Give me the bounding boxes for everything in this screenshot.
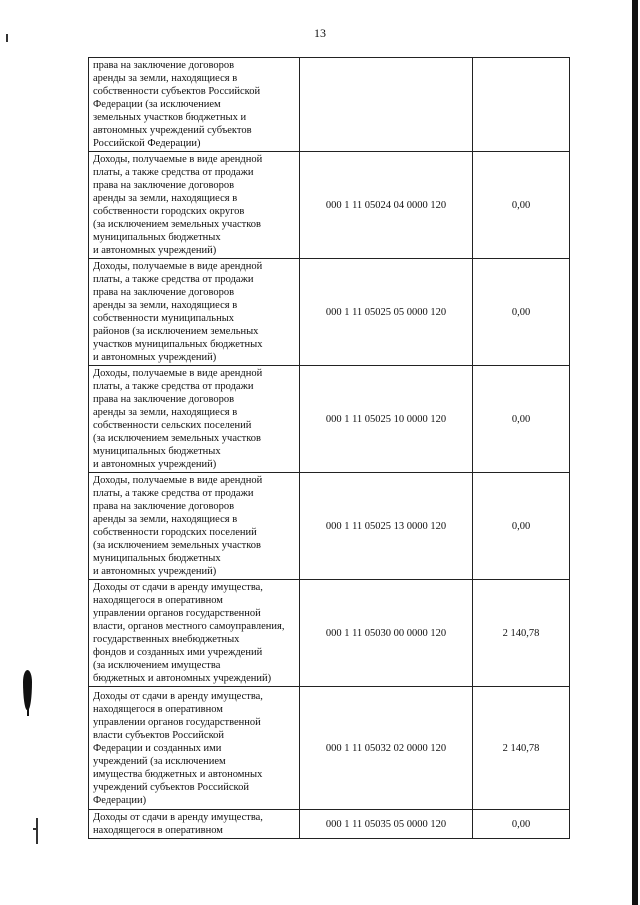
table-row xyxy=(89,810,570,839)
row-code-cell: 000 1 11 05024 04 0000 120 xyxy=(300,152,473,259)
row-name-cell xyxy=(89,687,300,810)
scan-ink-blot-tail xyxy=(27,706,29,716)
row-name-cell xyxy=(89,580,300,687)
scan-mark-lower-tick xyxy=(33,828,37,830)
table-row xyxy=(89,259,570,366)
row-code-cell: 000 1 11 05025 10 0000 120 xyxy=(300,366,473,473)
row-name: Доходы, получаемые в виде арендной платы, а также средства от продажи права на заключение договоров аренды за земли, находящиеся в собственности городских поселений (за исключением земельных участков муниципальных бюджетных и автономных учреждений) xyxy=(93,475,263,577)
table-row xyxy=(89,580,570,687)
row-name: Доходы от сдачи в аренду имущества, находящегося в оперативном управлении органов государственной власти субъектов Российской Федерации и созданных ими учреждений (за исключением имущества бюджетных и автономных учреждений субъектов Российской Федерации) xyxy=(93,690,263,806)
table-row xyxy=(89,152,570,259)
row-code-cell: 000 1 11 05025 05 0000 120 xyxy=(300,259,473,366)
scan-mark-lower xyxy=(36,818,38,844)
table-row xyxy=(89,687,570,810)
row-code-cell xyxy=(300,58,473,152)
row-value-cell: 2 140,78 xyxy=(473,580,570,687)
scan-mark xyxy=(6,34,8,42)
row-name-cell xyxy=(89,366,300,473)
row-code-cell: 000 1 11 05025 13 0000 120 xyxy=(300,473,473,580)
row-name: права на заключение договоров аренды за земли, находящиеся в собственности субъектов Российской Федерации (за исключением земельных участков бюджетных и автономных учреждений субъектов Российской Федерации) xyxy=(93,60,261,149)
row-value-cell: 0,00 xyxy=(473,259,570,366)
row-name: Доходы от сдачи в аренду имущества, находящегося в оперативном управлении органов государственной власти, органов местного самоуправления, государственных внебюджетных фондов и созданных ими учреждений (за исключением имущества бюджетных и автономных учреждений) xyxy=(93,582,285,684)
scan-ink-blot xyxy=(23,670,32,710)
row-name: Доходы от сдачи в аренду имущества, находящегося в оперативном xyxy=(93,812,263,836)
row-value-cell: 0,00 xyxy=(473,810,570,839)
row-code-cell: 000 1 11 05035 05 0000 120 xyxy=(300,810,473,839)
table-row xyxy=(89,58,570,152)
row-value-cell: 0,00 xyxy=(473,473,570,580)
row-name-cell xyxy=(89,810,300,839)
row-value-cell: 2 140,78 xyxy=(473,687,570,810)
row-code-cell: 000 1 11 05030 00 0000 120 xyxy=(300,580,473,687)
row-value-cell: 0,00 xyxy=(473,366,570,473)
row-name-cell xyxy=(89,473,300,580)
row-name-cell xyxy=(89,259,300,366)
page-number: 13 xyxy=(314,26,326,40)
revenue-table xyxy=(88,57,570,839)
row-name: Доходы, получаемые в виде арендной платы, а также средства от продажи права на заключение договоров аренды за земли, находящиеся в собственности муниципальных районов (за исключением земельных участков муниципальных бюджетных и автономных учреждений) xyxy=(93,261,263,363)
row-name: Доходы, получаемые в виде арендной платы, а также средства от продажи права на заключение договоров аренды за земли, находящиеся в собственности сельских поселений (за исключением земельных участков муниципальных бюджетных и автономных учреждений) xyxy=(93,368,263,470)
table-row xyxy=(89,366,570,473)
scan-edge-shadow xyxy=(632,0,638,905)
row-name-cell xyxy=(89,58,300,152)
table-row xyxy=(89,473,570,580)
row-name: Доходы, получаемые в виде арендной платы, а также средства от продажи права на заключение договоров аренды за земли, находящиеся в собственности городских округов (за исключением земельных участков муниципальных бюджетных и автономных учреждений) xyxy=(93,154,263,256)
row-code-cell: 000 1 11 05032 02 0000 120 xyxy=(300,687,473,810)
row-value-cell: 0,00 xyxy=(473,152,570,259)
row-name-cell xyxy=(89,152,300,259)
row-value-cell xyxy=(473,58,570,152)
